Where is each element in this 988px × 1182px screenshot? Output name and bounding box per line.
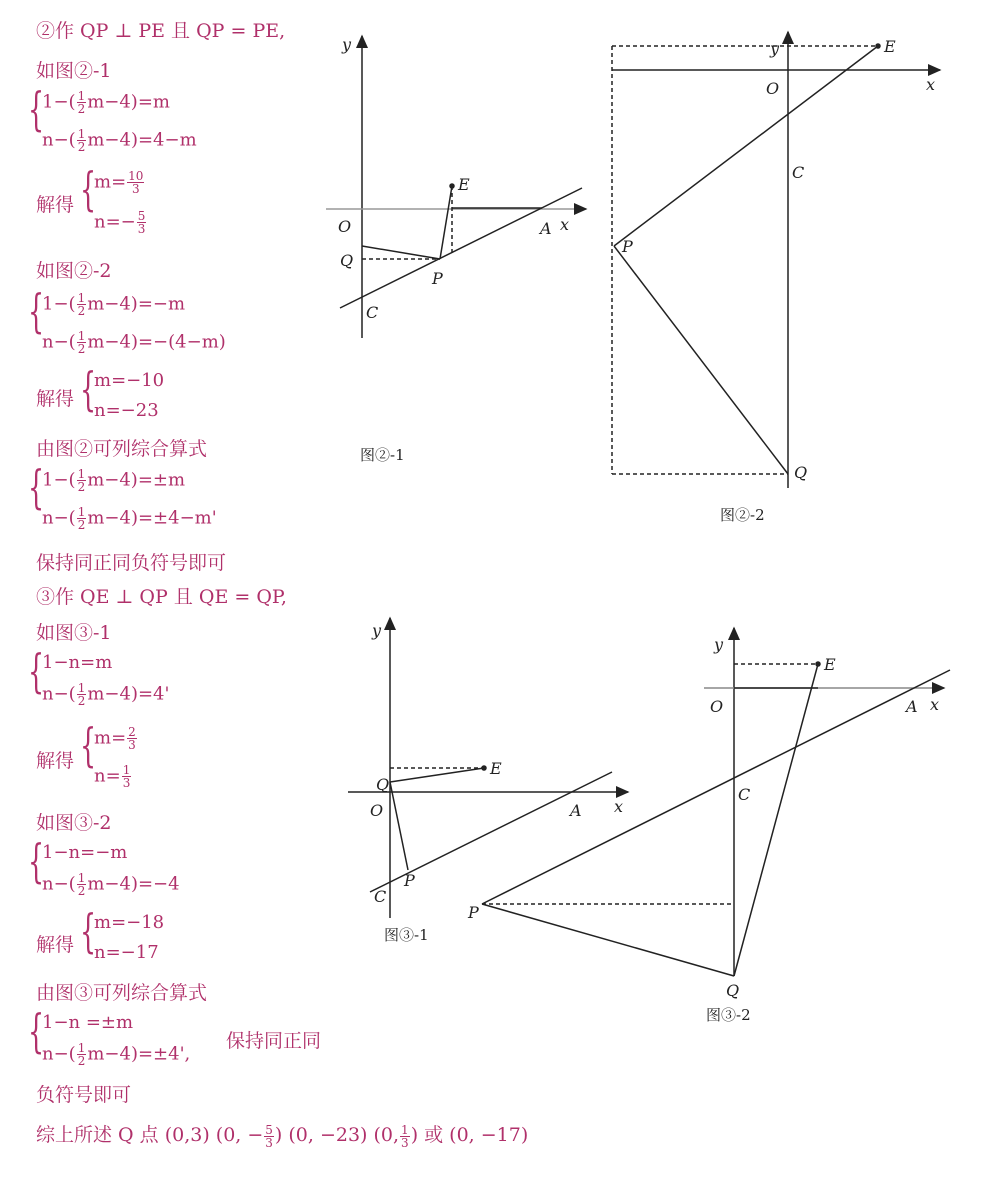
label-y: y	[342, 35, 352, 54]
eq-text: n−(	[42, 873, 76, 895]
label-x: x	[560, 215, 570, 234]
line-pe	[614, 46, 878, 246]
eq-text: n−(	[42, 331, 76, 353]
fraction: $\frac{10}{3}$	[128, 169, 144, 196]
eq-text: m=	[94, 727, 127, 749]
caption-fig32: 图③-2	[706, 1006, 751, 1024]
fraction: $\frac{1}{2}$	[77, 871, 86, 898]
figure-3-1	[348, 618, 628, 918]
fraction: $\frac{2}{3}$	[128, 725, 136, 752]
eq-text: n=−	[94, 211, 136, 233]
label-y: y	[770, 39, 780, 58]
eq-text: m−4)=4−m	[87, 129, 197, 151]
solve-label: 解得	[36, 934, 75, 956]
eq-text: m=	[94, 171, 127, 193]
fig22-heading: 如图②-2	[36, 260, 112, 282]
label-o: O	[710, 697, 724, 716]
fraction: $\frac{1}{3}$	[401, 1122, 409, 1150]
eq-text: n−(	[42, 683, 76, 705]
eq-text: 1−(	[42, 91, 76, 113]
eq-text: 1−n =±m	[42, 1012, 134, 1033]
label-x: x	[926, 75, 936, 94]
point-e	[482, 766, 486, 770]
figure-2-1	[326, 36, 586, 338]
figure-3-2-labels	[467, 635, 939, 1024]
fraction: $\frac{1}{2}$	[77, 681, 86, 708]
combined-heading: 由图③可列综合算式	[36, 982, 208, 1004]
label-x: x	[930, 695, 940, 714]
segment-qp	[390, 782, 408, 870]
eq-text: m=−10	[94, 370, 165, 391]
label-c: C	[792, 163, 805, 182]
point-e	[816, 662, 820, 666]
eq-text: m−4)=±m	[87, 469, 186, 491]
fraction: $\frac{5}{3}$	[137, 209, 146, 236]
keep-sign-note: 保持同正同	[226, 1030, 322, 1052]
label-q: Q	[340, 251, 354, 270]
eq-text: n=−23	[94, 400, 159, 421]
eq-text: n=−17	[94, 942, 159, 963]
fraction: $\frac{1}{2}$	[77, 1041, 86, 1068]
label-q: Q	[726, 981, 740, 1000]
eq-text: 1−(	[42, 469, 76, 491]
label-q: Q	[794, 463, 808, 482]
point-e	[450, 184, 454, 188]
segment-pq	[614, 246, 788, 474]
segment-pq	[482, 904, 734, 976]
segment-qe	[734, 664, 818, 976]
eq-text: 1−n=m	[42, 652, 113, 673]
fraction: $\frac{1}{2}$	[77, 89, 86, 116]
label-e: E	[884, 37, 896, 56]
eq-text: n=	[94, 765, 121, 787]
caption-fig31: 图③-1	[384, 926, 429, 944]
label-p: P	[468, 903, 479, 922]
figure-2-1-labels	[338, 35, 569, 464]
fig32-heading: 如图③-2	[36, 812, 112, 834]
label-o: O	[370, 801, 384, 820]
section2-title: ②作 QP ⊥ PE 且 QP = PE,	[36, 20, 286, 42]
label-p: P	[432, 269, 443, 288]
eq-text: m−4)=−4	[87, 873, 180, 895]
combined-heading: 由图②可列综合算式	[36, 438, 208, 460]
eq-text: n−(	[42, 507, 76, 529]
label-e: E	[458, 175, 470, 194]
fig21-heading: 如图②-1	[36, 60, 112, 82]
label-q: Q	[376, 775, 390, 794]
summary-text: ) 或 (0, −17)	[410, 1124, 529, 1146]
label-y: y	[714, 635, 724, 654]
label-c: C	[738, 785, 751, 804]
label-a: A	[540, 219, 552, 238]
label-c: C	[374, 887, 387, 906]
caption-fig22: 图②-2	[720, 506, 765, 524]
segment-qe	[390, 768, 484, 782]
summary-text: 综上所述 Q 点 (0,3) (0, −	[36, 1124, 264, 1146]
keep-sign-note: 保持同正同负符号即可	[36, 552, 227, 574]
eq-text: m−4)=±4',	[87, 1043, 191, 1065]
eq-text: m−4)=m	[87, 91, 170, 113]
label-a: A	[906, 697, 918, 716]
label-a: A	[570, 801, 582, 820]
label-x: x	[614, 797, 624, 816]
eq-text: 1−n=−m	[42, 842, 128, 863]
fraction: $\frac{1}{2}$	[77, 505, 86, 532]
label-o: O	[766, 79, 780, 98]
caption-fig21: 图②-1	[360, 446, 405, 464]
eq-text: 1−(	[42, 293, 76, 315]
figure-2-2	[612, 32, 940, 488]
label-o: O	[338, 217, 352, 236]
eq-text: m=−18	[94, 912, 165, 933]
eq-text: m−4)=−(4−m)	[87, 331, 226, 353]
solve-label: 解得	[36, 750, 75, 772]
figure-2-2-labels	[621, 37, 935, 524]
keep-sign-note: 负符号即可	[36, 1084, 132, 1106]
fraction: $\frac{1}{2}$	[77, 291, 86, 318]
fig31-heading: 如图③-1	[36, 622, 112, 644]
fraction: $\frac{5}{3}$	[265, 1122, 273, 1150]
section3-title: ③作 QE ⊥ QP 且 QE = QP,	[36, 586, 287, 608]
eq-text: n−(	[42, 1043, 76, 1065]
solve-label: 解得	[36, 194, 75, 216]
summary-text: ) (0, −23) (0,	[274, 1124, 400, 1146]
fraction: $\frac{1}{3}$	[122, 763, 131, 790]
eq-text: n−(	[42, 129, 76, 151]
label-p: P	[404, 871, 415, 890]
fraction: $\frac{1}{2}$	[77, 467, 86, 494]
label-e: E	[490, 759, 502, 778]
fraction: $\frac{1}{2}$	[77, 127, 86, 154]
solve-label: 解得	[36, 388, 75, 410]
eq-text: m−4)=4'	[87, 683, 170, 705]
eq-text: m−4)=−m	[87, 293, 186, 315]
eq-text: m−4)=±4−m'	[87, 507, 217, 529]
point-e	[876, 44, 880, 48]
label-y: y	[372, 621, 382, 640]
fraction: $\frac{1}{2}$	[77, 329, 86, 356]
segment-pe	[440, 186, 452, 259]
segment-qp	[362, 246, 440, 259]
label-c: C	[366, 303, 379, 322]
label-p: P	[622, 237, 633, 256]
figure-3-1-labels	[370, 621, 623, 944]
label-e: E	[824, 655, 836, 674]
